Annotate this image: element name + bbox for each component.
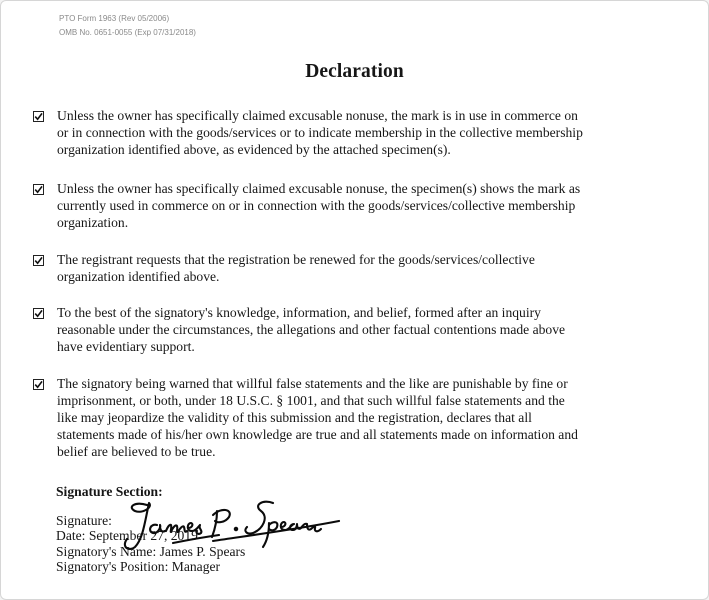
declaration-text	[57, 304, 672, 355]
page-title: Declaration	[305, 61, 404, 82]
declaration-item-1	[33, 107, 673, 158]
omb-number: OMB No. 0651-0055 (Exp 07/31/2018)	[59, 28, 196, 37]
declaration-line: currently used in commerce on or in connection with the goods/services/collective membership	[57, 198, 576, 213]
declaration-line: imprisonment, or both, under 18 U.S.C. § 1001, and that such willful false statements and the	[57, 393, 565, 408]
declaration-item-2	[33, 180, 673, 231]
declaration-item-5	[33, 375, 673, 460]
declaration-line: like may jeopardize the validity of this submission and the registration, declares that all	[57, 410, 532, 425]
declaration-item-4	[33, 304, 673, 355]
declaration-text	[57, 251, 672, 285]
signatory-position: Signatory's Position: Manager	[56, 559, 221, 574]
handwritten-signature	[113, 495, 343, 553]
declaration-item-3	[33, 251, 673, 285]
checkbox-checked-icon[interactable]	[33, 184, 44, 195]
declaration-line: Unless the owner has specifically claimed excusable nonuse, the specimen(s) shows the mark as	[57, 181, 581, 196]
declaration-line: or in connection with the goods/services or to indicate membership in the collective membership	[57, 125, 583, 140]
declaration-line: belief are believed to be true.	[57, 444, 216, 459]
checkbox-checked-icon[interactable]	[33, 111, 44, 122]
declaration-text	[57, 107, 672, 158]
signatory-name: Signatory's Name: James P. Spears	[56, 543, 246, 559]
form-number: PTO Form 1963 (Rev 05/2006)	[59, 14, 170, 23]
declaration-line: reasonable under the circumstances, the allegations and other factual contentions made above	[57, 322, 566, 337]
checkbox-checked-icon[interactable]	[33, 308, 44, 319]
declaration-line: statements made of his/her own knowledge are true and all statements made on information and	[57, 427, 578, 442]
declaration-line: To the best of the signatory's knowledge, information, and belief, formed after an inquiry	[57, 305, 541, 320]
signature-section-heading: Signature Section:	[56, 484, 163, 499]
declaration-line: The signatory being warned that willful false statements and the like are punishable by fine or	[57, 376, 568, 391]
declaration-line: Unless the owner has specifically claimed excusable nonuse, the mark is in use in commerce on	[57, 108, 578, 123]
declaration-line: organization identified above.	[57, 269, 220, 284]
checkbox-checked-icon[interactable]	[33, 255, 44, 266]
declaration-text	[57, 180, 672, 231]
signature-label: Signature:	[56, 512, 112, 528]
declaration-line: The registrant requests that the registration be renewed for the goods/services/collective	[57, 252, 535, 267]
declaration-line: organization.	[57, 215, 129, 230]
declaration-text	[57, 375, 672, 460]
declaration-line: organization identified above, as evidenced by the attached specimen(s).	[57, 142, 451, 157]
form-meta	[59, 12, 196, 40]
declaration-line: have evidentiary support.	[57, 339, 195, 354]
checkbox-checked-icon[interactable]	[33, 379, 44, 390]
signature-date: Date: September 27, 2019	[56, 528, 198, 543]
